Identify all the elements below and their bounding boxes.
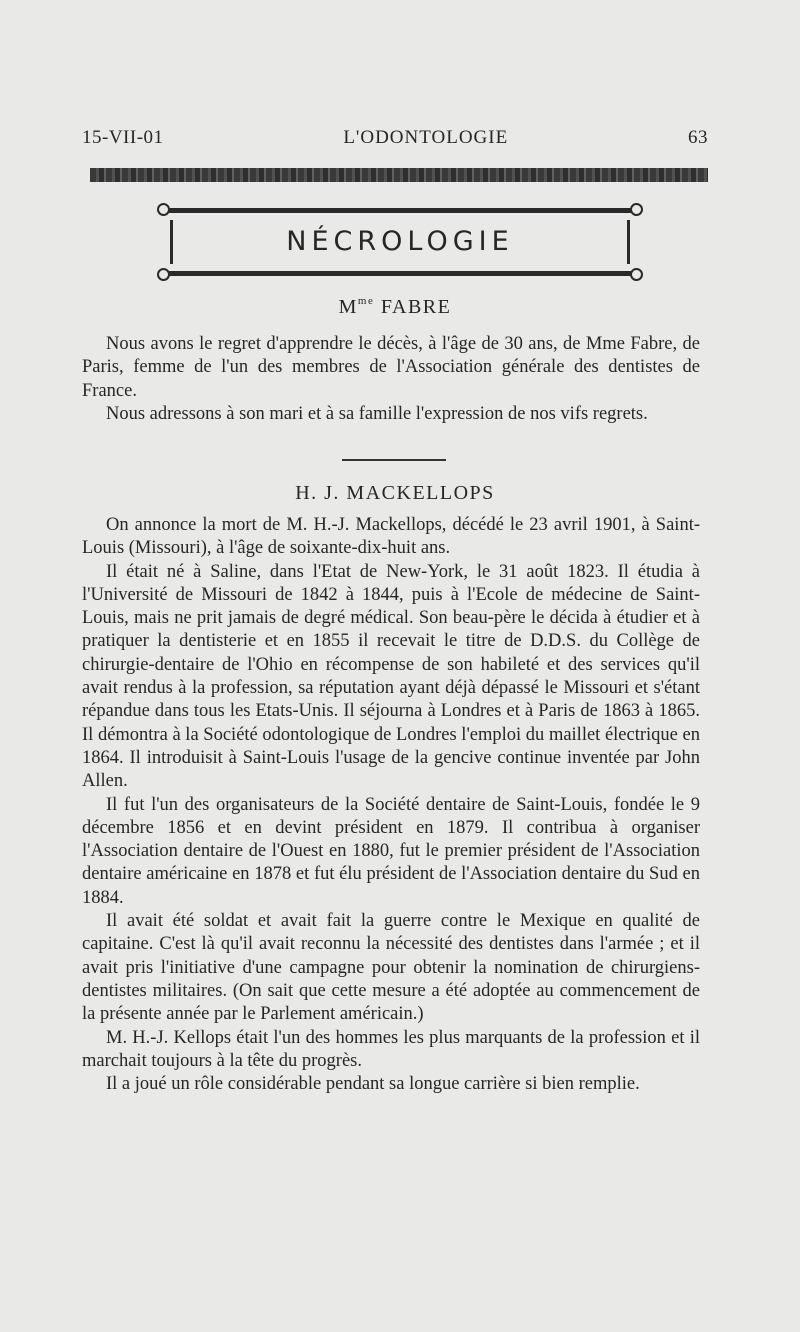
entry-body-fabre	[82, 333, 700, 426]
paragraph: Il fut l'un des organisateurs de la Société dentaire de Saint-Louis, fondée le 9 décembre 1856 et en devint président en 1879. Il contribua à organiser l'Association dentaire de l'Ouest en 1880, fut le premier président de l'Association dentaire américaine en 1878 et fut élu président de l'Association dentaire du Sud en 1884.	[82, 794, 700, 908]
frame-ring-ornament	[630, 203, 643, 216]
section-title: NÉCROLOGIE	[286, 226, 514, 257]
ornamental-rule	[90, 168, 708, 182]
paragraph: Il avait été soldat et avait fait la guerre contre le Mexique en qualité de capitaine. C'est là qu'il avait reconnu la nécessité des dentistes dans l'armée ; et il avait pris l'initiative d'une campagne pour obtenir la nomination de chirurgiens-dentistes militaires. (On sait que cette mesure a été adoptée au commencement de la présente année par le Parlement américain.)	[82, 911, 700, 1025]
page-number: 63	[687, 127, 708, 148]
frame-bottom-line	[168, 271, 632, 276]
entry-heading-fabre: $M^{me}$ FABRE	[338, 295, 452, 318]
paragraph: Il a joué un rôle considérable pendant sa longue carrière si bien remplie.	[106, 1074, 640, 1095]
frame-ring-ornament	[630, 268, 643, 281]
entry-heading-mackellops: H. J. MACKELLOPS	[295, 482, 495, 504]
paragraph: Nous adressons à son mari et à sa famille l'expression de nos vifs regrets.	[106, 403, 648, 424]
running-head	[82, 127, 708, 149]
frame-ring-ornament	[157, 268, 170, 281]
section-divider	[342, 459, 446, 461]
section-title-frame	[156, 198, 644, 286]
paragraph: Il était né à Saline, dans l'Etat de New-York, le 31 août 1823. Il étudia à l'Université de Missouri de 1842 à 1844, puis à l'Ecole de médecine de Saint-Louis, mais ne prit jamais de degré médical. Son beau-père le décida à étudier et à pratiquer la dentisterie et en 1855 il recevait le titre de D.D.S. du Collège de chirurgie-dentaire de l'Ohio en récompense de son habileté et des services qu'il avait rendus à la profession, sa réputation ayant déjà dépassé le Missouri et s'étant répandue dans tous les Etats-Unis. Il séjourna à Londres et à Paris de 1863 à 1865. Il démontra à la Société odontologique de Londres l'emploi du maillet électrique en 1864. Il introduisit à Saint-Louis l'usage de la gencive continue inventée par John Allen.	[82, 561, 700, 792]
frame-top-line	[168, 208, 632, 213]
paragraph: On annonce la mort de M. H.-J. Mackellops, décédé le 23 avril 1901, à Saint-Louis (Missouri), à l'âge de soixante-dix-huit ans.	[82, 515, 700, 559]
paragraph: M. H.-J. Kellops était l'un des hommes les plus marquants de la profession et il marchait toujours à la tête du progrès.	[82, 1027, 700, 1071]
entry-body-mackellops	[82, 514, 700, 1096]
issue-date: 15-VII-01	[82, 127, 164, 148]
paragraph: Nous avons le regret d'apprendre le décès, à l'âge de 30 ans, de Mme Fabre, de Paris, femme de l'un des membres de l'Association générale des dentistes de France.	[82, 334, 700, 401]
frame-ring-ornament	[157, 203, 170, 216]
journal-title: L'ODONTOLOGIE	[343, 127, 509, 148]
